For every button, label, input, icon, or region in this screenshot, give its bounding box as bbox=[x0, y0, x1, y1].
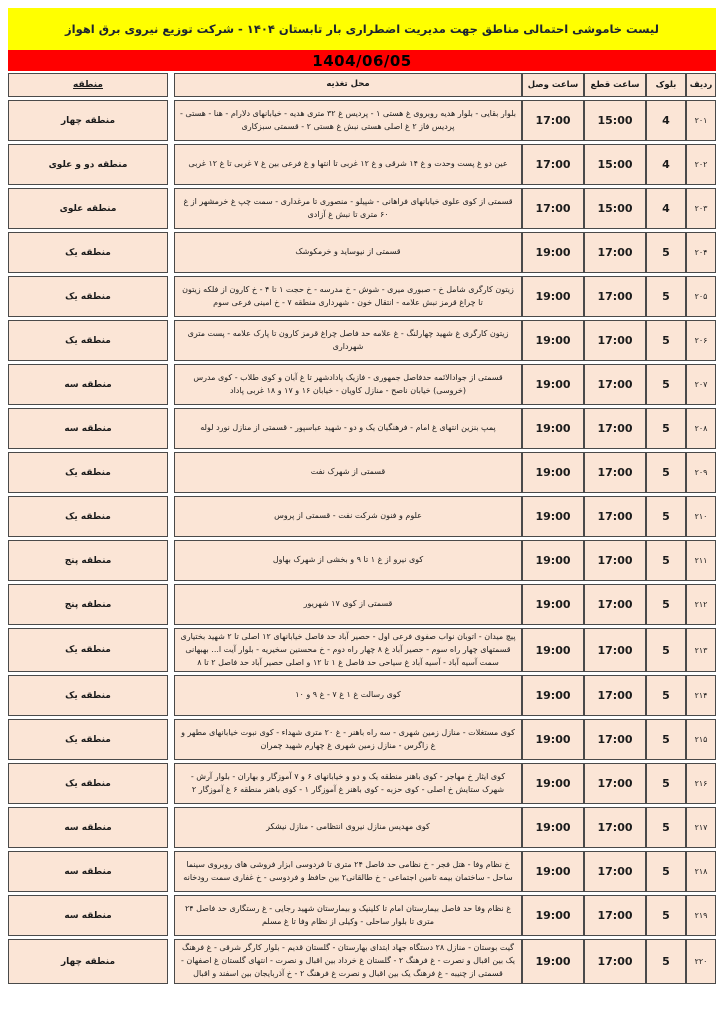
block-number: 5 bbox=[646, 763, 686, 804]
table-row bbox=[8, 496, 716, 537]
feed-location: زیتون کارگری غ شهید چهارلنگ - غ علامه حد فاصل چراغ قرمز کارون تا پارک علامه - پست متری شهرداری bbox=[174, 320, 522, 361]
restore-time: 19:00 bbox=[522, 719, 584, 760]
table-row bbox=[8, 364, 716, 405]
block-number: 5 bbox=[646, 851, 686, 892]
feed-location: قسمتی از جوادالائمه حدفاصل جمهوری - فازیک پادادشهر تا غ آبان و کوی طلاب - کوی مدرس (خروسی) خیابان ناصح - منازل کاویان - خیابان ۱۶ و ۱۷ و ۱۸ غربی پاداد bbox=[174, 364, 522, 405]
row-number: ۲۰۱ bbox=[686, 100, 716, 141]
table-row bbox=[8, 232, 716, 273]
table-row bbox=[8, 675, 716, 716]
region-name: منطقه دو و علوی bbox=[8, 144, 168, 185]
feed-location: کوی ایثار خ مهاجر - کوی باهنر منطقه یک و دو و خیابانهای ۶ و ۷ آموزگار و بهاران - بلوار آرش - شهرک ستایش خ اصلی - کوی حزبه - کوی باهنر غ آموزگار ۱ - کوی باهنر منطقه ۶ غ آموزگار ۲ bbox=[174, 763, 522, 804]
region-name: منطقه سه bbox=[8, 895, 168, 936]
region-name: منطقه سه bbox=[8, 408, 168, 449]
cut-time: 17:00 bbox=[584, 675, 646, 716]
region-name: منطقه پنج bbox=[8, 540, 168, 581]
feed-location: زیتون کارگری شامل خ - صبوری میری - شوش - خ مدرسه - خ حجت ۱ تا ۴ - خ کارون از فلکه زیتون تا چراغ قرمز نبش علامه - انتقال خون - شهرداری منطقه ۷ - خ امینی فرعی سوم bbox=[174, 276, 522, 317]
feed-location: قسمتی از کوی علوی خیابانهای فراهانی - شپیلو - منصوری تا مرغداری - سمت چپ غ خرمشهر از غ ۶۰ متری تا نبش غ آزادی bbox=[174, 188, 522, 229]
block-number: 4 bbox=[646, 100, 686, 141]
region-name: منطقه یک bbox=[8, 719, 168, 760]
block-number: 5 bbox=[646, 628, 686, 672]
cut-time: 17:00 bbox=[584, 408, 646, 449]
cut-time: 17:00 bbox=[584, 540, 646, 581]
block-number: 5 bbox=[646, 895, 686, 936]
region-name: منطقه سه bbox=[8, 851, 168, 892]
block-number: 5 bbox=[646, 675, 686, 716]
table-row bbox=[8, 540, 716, 581]
region-name: منطقه یک bbox=[8, 232, 168, 273]
cut-time: 17:00 bbox=[584, 584, 646, 625]
row-number: ۲۰۴ bbox=[686, 232, 716, 273]
table-row bbox=[8, 144, 716, 185]
block-number: 5 bbox=[646, 807, 686, 848]
cut-time: 17:00 bbox=[584, 628, 646, 672]
table-row bbox=[8, 100, 716, 141]
restore-time: 19:00 bbox=[522, 496, 584, 537]
feed-location: غ نظام وفا حد فاصل بیمارستان امام تا کلینیک و بیمارستان شهید رجایی - غ رستگاری حد فاصل ۲۴ متری تا بلوار ساحلی - وکیلی از نظام وفا تا غ مسلم bbox=[174, 895, 522, 936]
row-number: ۲۱۰ bbox=[686, 496, 716, 537]
region-name: منطقه یک bbox=[8, 320, 168, 361]
table-row bbox=[8, 320, 716, 361]
header-cut-time: ساعت قطع bbox=[584, 73, 646, 97]
restore-time: 19:00 bbox=[522, 320, 584, 361]
region-name: منطقه یک bbox=[8, 628, 168, 672]
row-number: ۲۱۴ bbox=[686, 675, 716, 716]
row-number: ۲۰۳ bbox=[686, 188, 716, 229]
restore-time: 19:00 bbox=[522, 364, 584, 405]
block-number: 5 bbox=[646, 452, 686, 493]
row-number: ۲۱۷ bbox=[686, 807, 716, 848]
header-feed-location: محل تغذیه bbox=[174, 73, 522, 97]
restore-time: 19:00 bbox=[522, 628, 584, 672]
restore-time: 19:00 bbox=[522, 895, 584, 936]
feed-location: علوم و فنون شرکت نفت - قسمتی از پروس bbox=[174, 496, 522, 537]
row-number: ۲۱۳ bbox=[686, 628, 716, 672]
block-number: 5 bbox=[646, 320, 686, 361]
feed-location: قسمتی از شهرک نفت bbox=[174, 452, 522, 493]
region-name: منطقه سه bbox=[8, 807, 168, 848]
cut-time: 17:00 bbox=[584, 851, 646, 892]
feed-location: پمپ بنزین انتهای غ امام - فرهنگیان یک و دو - شهید عباسپور - قسمتی از منازل نورد لوله bbox=[174, 408, 522, 449]
row-number: ۲۱۵ bbox=[686, 719, 716, 760]
table-row bbox=[8, 851, 716, 892]
restore-time: 19:00 bbox=[522, 584, 584, 625]
row-number: ۲۰۲ bbox=[686, 144, 716, 185]
cut-time: 17:00 bbox=[584, 276, 646, 317]
table-header-row bbox=[8, 73, 716, 97]
block-number: 5 bbox=[646, 540, 686, 581]
cut-time: 17:00 bbox=[584, 452, 646, 493]
feed-location: بلوار بقایی - بلوار هدیه روبروی غ هستی ۱ - پردیس غ ۳۲ متری هدیه - خیابانهای دلارام - هنا - هستی - پردیس فاز ۲ غ اصلی هستی نبش غ هستی ۲ - قسمتی سبزکاری bbox=[174, 100, 522, 141]
feed-location: پیچ میدان - اتوبان نواب صفوی فرعی اول - حصیر آباد حد فاصل خیابانهای ۱۲ اصلی تا ۲ شهید بختیاری قسمتهای چهار راه سوم - حصیر آباد غ ۸ چهار راه دوم - خ محسنین سخیریه - بلوار آیت ا... بهبهانی سمت آسیه آباد - آسیه آباد غ سیاحی حد فاصل غ ۱ تا ۱۲ و اصلی حصیر آباد حد فاصل ۲ تا ۸ bbox=[174, 628, 522, 672]
restore-time: 19:00 bbox=[522, 452, 584, 493]
block-number: 5 bbox=[646, 276, 686, 317]
region-name: منطقه پنج bbox=[8, 584, 168, 625]
table-row bbox=[8, 276, 716, 317]
restore-time: 19:00 bbox=[522, 408, 584, 449]
row-number: ۲۰۷ bbox=[686, 364, 716, 405]
restore-time: 19:00 bbox=[522, 807, 584, 848]
row-number: ۲۰۹ bbox=[686, 452, 716, 493]
table-row bbox=[8, 719, 716, 760]
region-name: منطقه یک bbox=[8, 452, 168, 493]
row-number: ۲۱۹ bbox=[686, 895, 716, 936]
table-row bbox=[8, 939, 716, 983]
block-number: 5 bbox=[646, 408, 686, 449]
table-row bbox=[8, 584, 716, 625]
region-name: منطقه علوی bbox=[8, 188, 168, 229]
block-number: 5 bbox=[646, 939, 686, 983]
block-number: 5 bbox=[646, 232, 686, 273]
cut-time: 17:00 bbox=[584, 895, 646, 936]
feed-location: عین دو غ پست وحدت و غ ۱۴ شرقی و غ ۱۲ غربی تا انتها و غ فرعی بین غ ۷ غربی تا غ ۱۲ غربی bbox=[174, 144, 522, 185]
restore-time: 19:00 bbox=[522, 540, 584, 581]
region-name: منطقه چهار bbox=[8, 939, 168, 983]
region-name: منطقه یک bbox=[8, 496, 168, 537]
feed-location: کوی مهدیس منازل نیروی انتظامی - منازل نیشکر bbox=[174, 807, 522, 848]
header-restore-time: ساعت وصل bbox=[522, 73, 584, 97]
table-row bbox=[8, 628, 716, 672]
row-number: ۲۱۶ bbox=[686, 763, 716, 804]
feed-location: قسمتی از کوی ۱۷ شهریور bbox=[174, 584, 522, 625]
restore-time: 17:00 bbox=[522, 144, 584, 185]
block-number: 4 bbox=[646, 188, 686, 229]
cut-time: 17:00 bbox=[584, 763, 646, 804]
outage-table bbox=[8, 73, 716, 1020]
cut-time: 17:00 bbox=[584, 719, 646, 760]
region-name: منطقه سه bbox=[8, 364, 168, 405]
region-name: منطقه یک bbox=[8, 276, 168, 317]
feed-location: کوی نیرو از غ ۱ تا ۹ و بخشی از شهرک بهاول bbox=[174, 540, 522, 581]
row-number: ۲۲۰ bbox=[686, 939, 716, 983]
block-number: 5 bbox=[646, 584, 686, 625]
feed-location: قسمتی از نیوساید و خرمکوشک bbox=[174, 232, 522, 273]
restore-time: 19:00 bbox=[522, 675, 584, 716]
cut-time: 17:00 bbox=[584, 807, 646, 848]
table-row bbox=[8, 408, 716, 449]
cut-time: 15:00 bbox=[584, 188, 646, 229]
table-body bbox=[8, 100, 716, 987]
table-row bbox=[8, 895, 716, 936]
region-name: منطقه یک bbox=[8, 763, 168, 804]
restore-time: 17:00 bbox=[522, 188, 584, 229]
block-number: 5 bbox=[646, 719, 686, 760]
header-region: منطقه bbox=[8, 73, 168, 97]
header-row-number: ردیف bbox=[686, 73, 716, 97]
feed-location: خ نظام وفا - هتل فجر - خ نظامی حد فاصل ۲۴ متری تا فردوسی ابزار فروشی های روبروی سینما ساحل - ساختمان بیمه تامین اجتماعی - خ طالقانی۲ بین حافظ و فردوسی - خ غفاری سمت رودخانه bbox=[174, 851, 522, 892]
table-row bbox=[8, 452, 716, 493]
feed-location: کوی رسالت غ ۱ غ ۷ - غ ۹ و ۱۰ bbox=[174, 675, 522, 716]
restore-time: 19:00 bbox=[522, 763, 584, 804]
row-number: ۲۱۱ bbox=[686, 540, 716, 581]
date-header: 1404/06/05 bbox=[8, 50, 716, 71]
cut-time: 15:00 bbox=[584, 144, 646, 185]
table-row bbox=[8, 188, 716, 229]
cut-time: 17:00 bbox=[584, 364, 646, 405]
cut-time: 17:00 bbox=[584, 496, 646, 537]
block-number: 5 bbox=[646, 496, 686, 537]
cut-time: 17:00 bbox=[584, 320, 646, 361]
page-title: لیست خاموشی احتمالی مناطق جهت مدیریت اضطراری بار تابستان ۱۴۰۴ - شرکت توزیع نیروی برق اهواز bbox=[8, 8, 716, 50]
restore-time: 19:00 bbox=[522, 851, 584, 892]
block-number: 4 bbox=[646, 144, 686, 185]
feed-location: گیت بوستان - منازل ۲۸ دستگاه جهاد ابتدای بهارستان - گلستان قدیم - بلوار کارگر شرقی - غ فرهنگ یک بین اقبال و نصرت - غ فرهنگ ۲ - گلستان غ خرداد بین اقبال و نصرت - انتهای گلستان غ اصفهان - قسمتی از چنیبه - غ فرهنگ یک بین اقبال و نصرت غ فرهنگ ۲ - خ آذربایجان بین اسفند و اقبال bbox=[174, 939, 522, 983]
cut-time: 17:00 bbox=[584, 232, 646, 273]
table-row bbox=[8, 763, 716, 804]
restore-time: 19:00 bbox=[522, 232, 584, 273]
table-row bbox=[8, 807, 716, 848]
feed-location: کوی مستغلات - منازل زمین شهری - سه راه باهنر - غ ۲۰ متری شهداء - کوی نبوت خیابانهای مطهر و غ زاگرس - منازل زمین شهری غ چهارم شهید چمران bbox=[174, 719, 522, 760]
block-number: 5 bbox=[646, 364, 686, 405]
row-number: ۲۰۸ bbox=[686, 408, 716, 449]
row-number: ۲۰۶ bbox=[686, 320, 716, 361]
cut-time: 17:00 bbox=[584, 939, 646, 983]
region-name: منطقه یک bbox=[8, 675, 168, 716]
row-number: ۲۱۸ bbox=[686, 851, 716, 892]
restore-time: 17:00 bbox=[522, 100, 584, 141]
restore-time: 19:00 bbox=[522, 939, 584, 983]
row-number: ۲۱۲ bbox=[686, 584, 716, 625]
region-name: منطقه چهار bbox=[8, 100, 168, 141]
header-block: بلوک bbox=[646, 73, 686, 97]
restore-time: 19:00 bbox=[522, 276, 584, 317]
cut-time: 15:00 bbox=[584, 100, 646, 141]
row-number: ۲۰۵ bbox=[686, 276, 716, 317]
